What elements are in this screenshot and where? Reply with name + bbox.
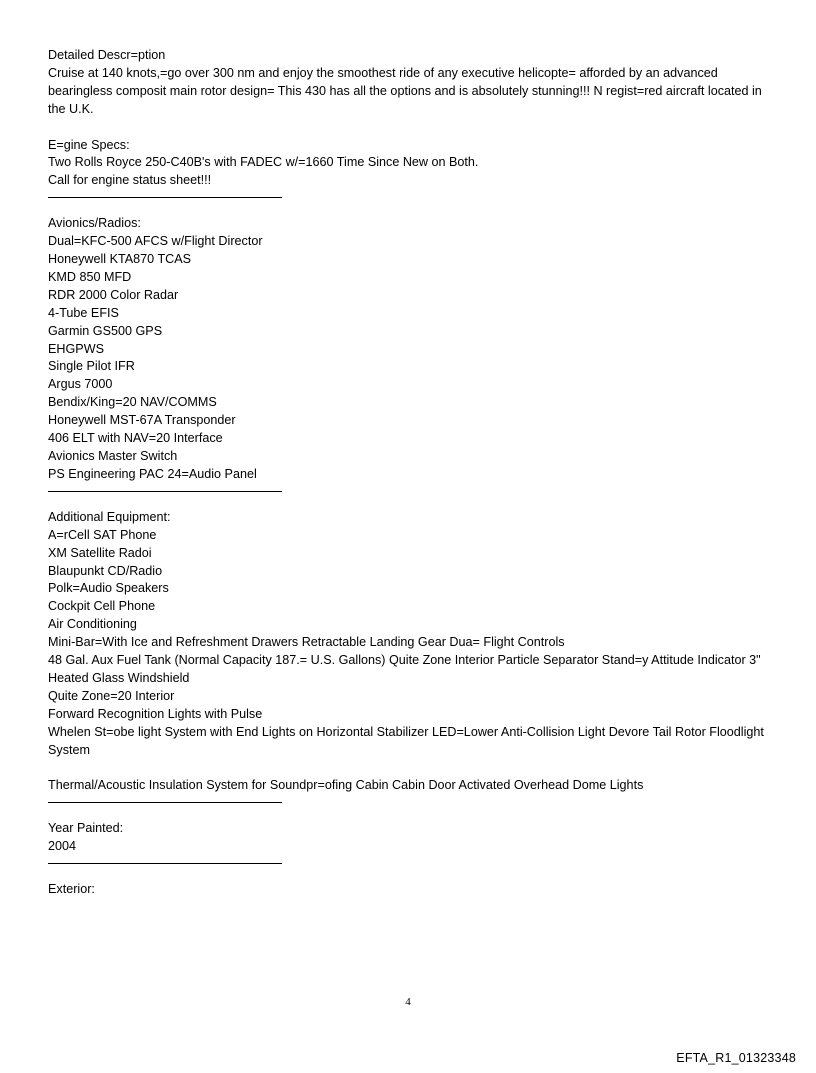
engine-line: Call for engine status sheet!!! [48, 173, 212, 188]
avionics-item: RDR 2000 Color Radar [48, 287, 179, 302]
page-number: 4 [405, 996, 411, 1008]
equipment-item: A=rCell SAT Phone [48, 527, 157, 542]
spacer [48, 119, 778, 137]
section-divider [48, 197, 282, 198]
avionics-item: Honeywell KTA870 TCAS [48, 252, 192, 267]
avionics-item: Bendix/King=20 NAV/COMMS [48, 395, 217, 410]
exterior-heading: Exterior: [48, 882, 95, 897]
equipment-item: Polk=Audio Speakers [48, 581, 169, 596]
avionics-item: EHGPWS [48, 341, 104, 356]
equipment-item: XM Satellite Radoi [48, 545, 152, 560]
avionics-heading: Avionics/Radios: [48, 216, 141, 231]
equipment-item: Whelen St=obe light System with End Lights on Horizontal Stabilizer LED=Lower Anti-Collision Light Devore Tail Rotor Floodlight System [48, 724, 764, 757]
engine-line: Two Rolls Royce 250-C40B's with FADEC w/=1660 Time Since New on Both. [48, 155, 479, 170]
avionics-item: Argus 7000 [48, 377, 113, 392]
section-divider [48, 802, 282, 803]
description-heading: Detailed Descr=ption [48, 48, 166, 62]
avionics-item: 406 ELT with NAV=20 Interface [48, 431, 223, 446]
avionics-item: KMD 850 MFD [48, 269, 132, 284]
spacer [48, 760, 778, 778]
equipment-item: Air Conditioning [48, 617, 137, 632]
equipment-item: Quite Zone=20 Interior [48, 688, 175, 703]
document-id: EFTA_R1_01323348 [676, 1051, 796, 1065]
equipment-item: Blaupunkt CD/Radio [48, 563, 163, 578]
equipment-item: 48 Gal. Aux Fuel Tank (Normal Capacity 187.= U.S. Gallons) Quite Zone Interior Particle Separator Stand=y Attitude Indicator 3" [48, 653, 761, 668]
equipment-item: Heated Glass Windshield [48, 670, 190, 685]
equipment-item: Forward Recognition Lights with Pulse [48, 706, 263, 721]
avionics-item: 4-Tube EFIS [48, 305, 119, 320]
paint-year: 2004 [48, 839, 77, 854]
description-text: Cruise at 140 knots,=go over 300 nm and enjoy the smoothest ride of any executive helicopte= afforded by an advanced bearingless composit main rotor design= This 430 has all the options and is absolutely stunning!!! N regist=red aircraft located in the U.K. [48, 65, 762, 116]
equipment-extra: Thermal/Acoustic Insulation System for Soundpr=ofing Cabin Cabin Door Activated Overhead Dome Lights [48, 778, 644, 793]
avionics-item: Garmin GS500 GPS [48, 323, 163, 338]
avionics-item: Avionics Master Switch [48, 449, 178, 464]
document-body [48, 47, 778, 899]
avionics-item: Single Pilot IFR [48, 359, 135, 374]
equipment-item: Cockpit Cell Phone [48, 599, 156, 614]
section-divider [48, 863, 282, 864]
engine-heading: E=gine Specs: [48, 137, 130, 152]
avionics-item: Dual=KFC-500 AFCS w/Flight Director [48, 234, 263, 249]
avionics-item: PS Engineering PAC 24=Audio Panel [48, 466, 257, 481]
paint-heading: Year Painted: [48, 821, 124, 836]
avionics-item: Honeywell MST-67A Transponder [48, 413, 236, 428]
equipment-heading: Additional Equipment: [48, 509, 171, 524]
section-divider [48, 491, 282, 492]
equipment-item: Mini-Bar=With Ice and Refreshment Drawers Retractable Landing Gear Dua= Flight Controls [48, 635, 565, 650]
